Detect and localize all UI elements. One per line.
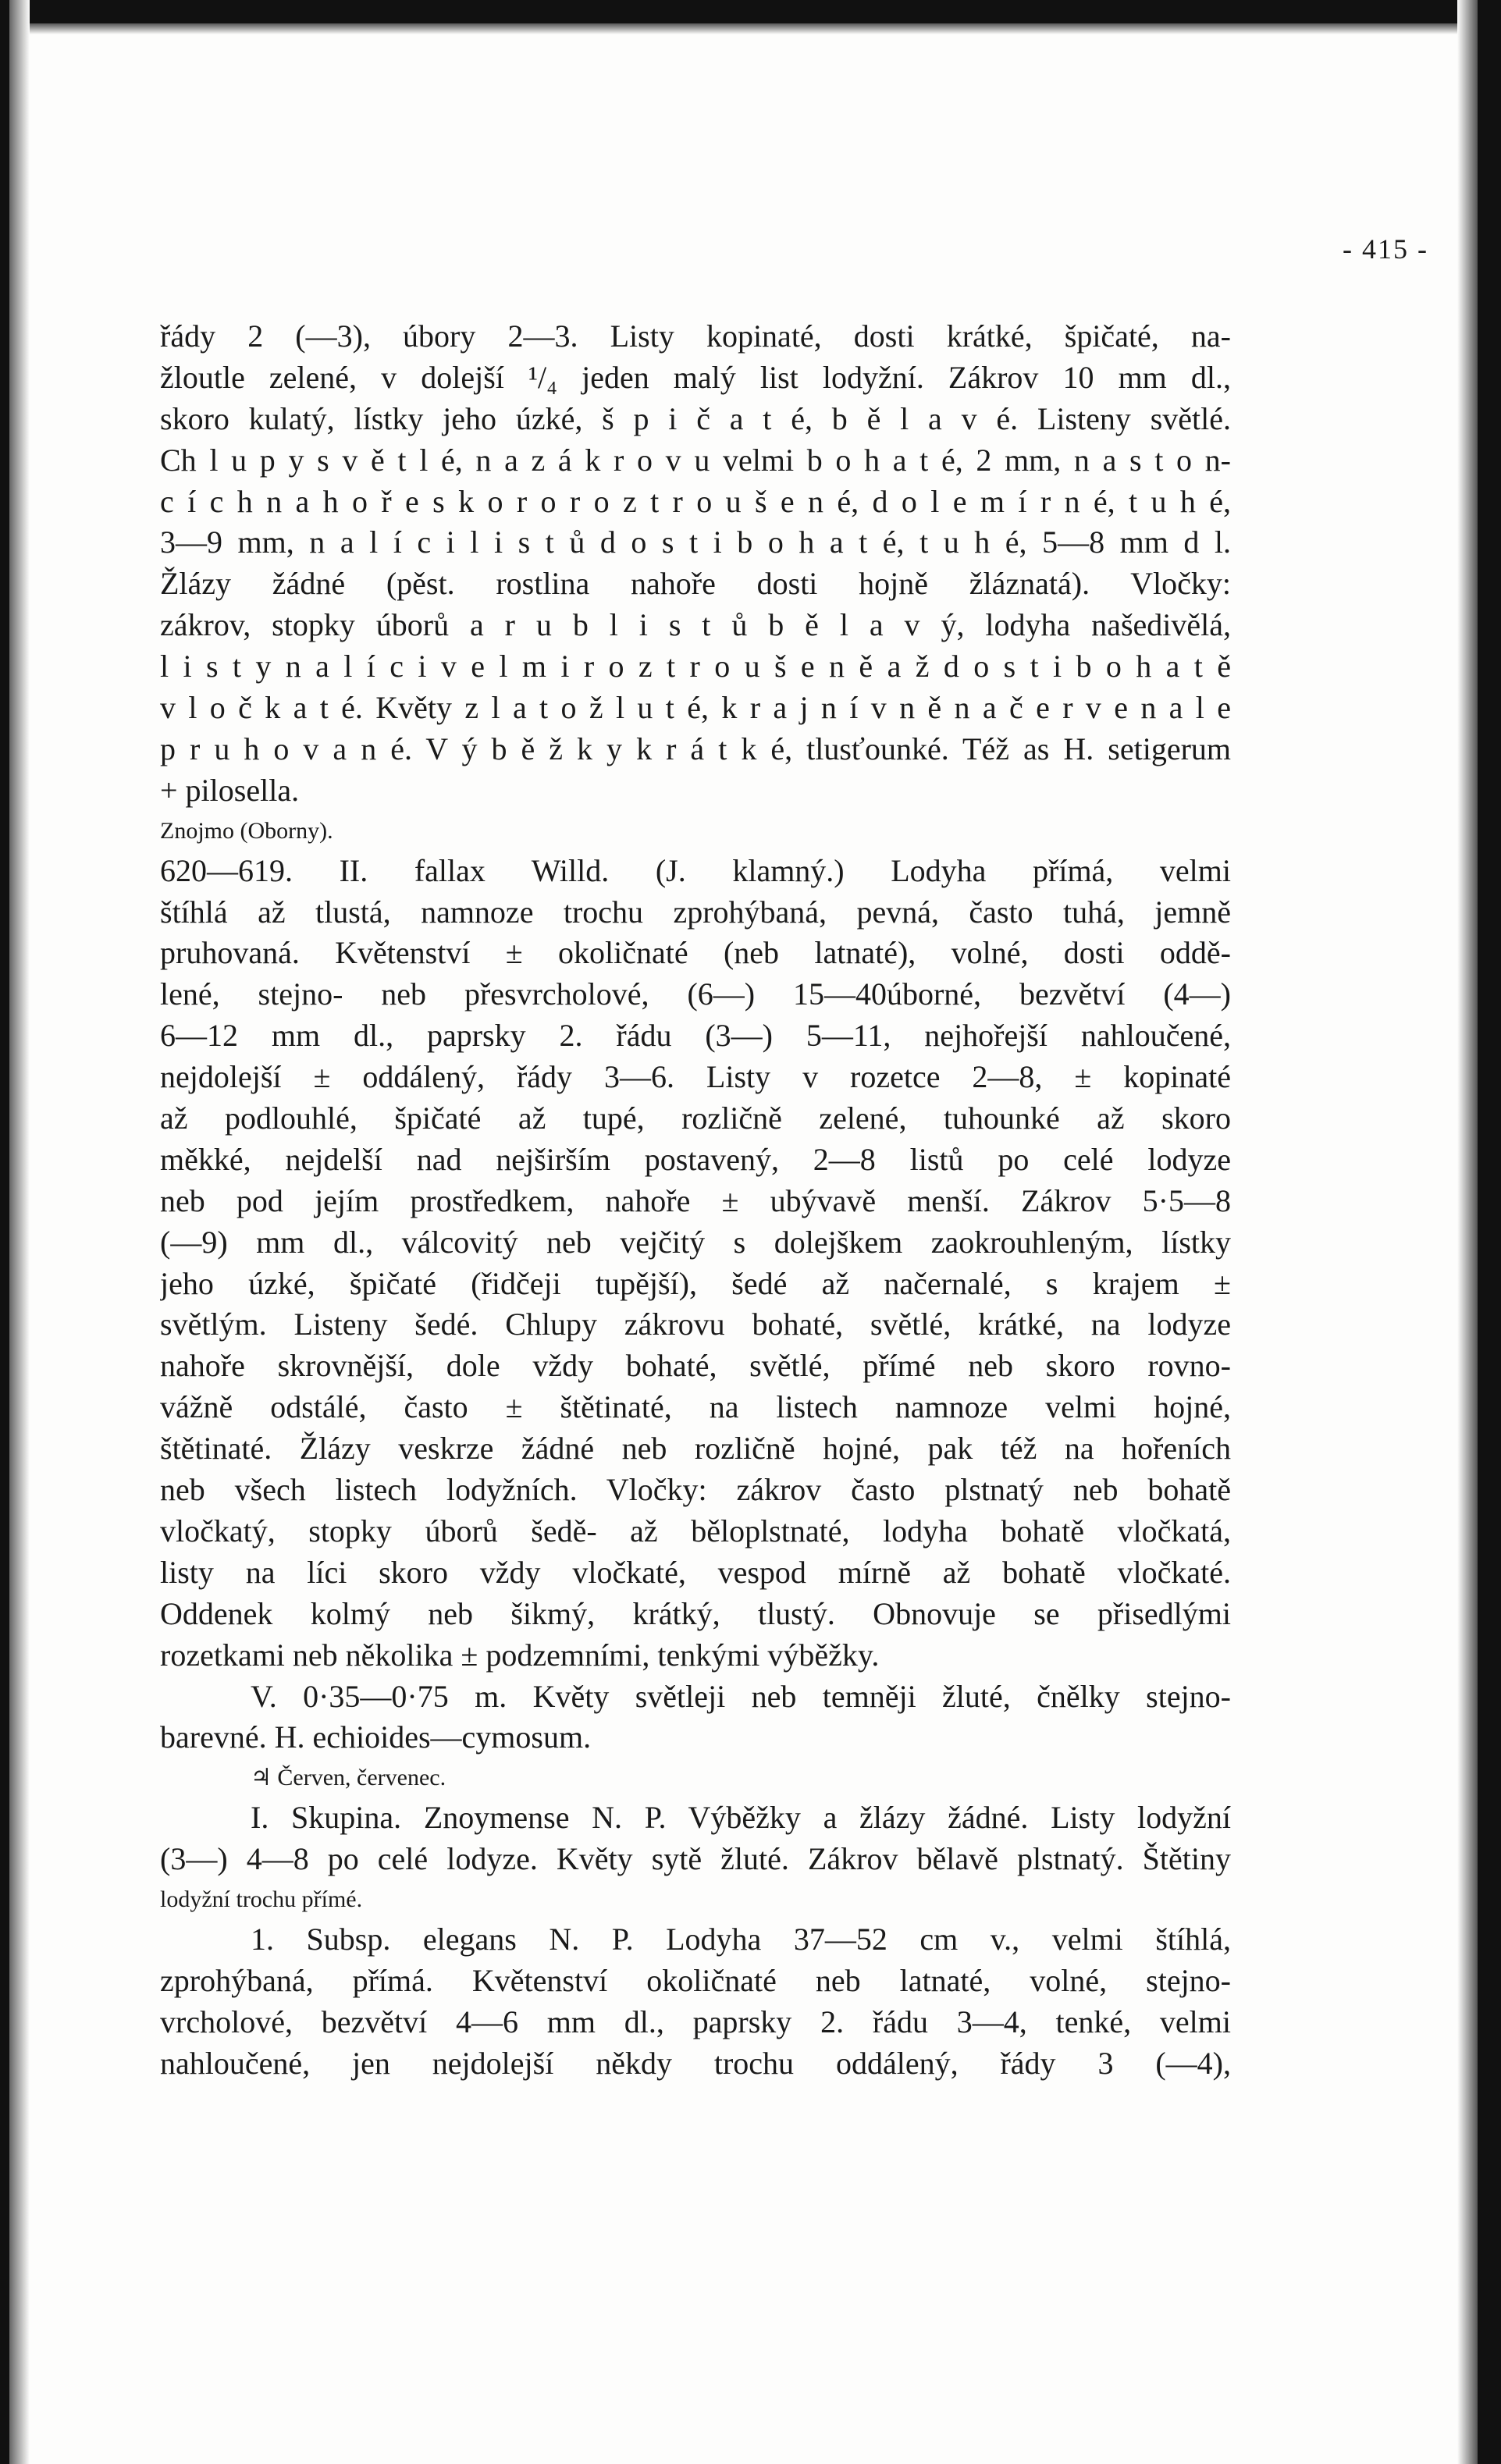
text-line: žloutle zelené, v dolejší ¹/₄ jeden malý list lodyžní. Zákrov 10 mm dl.,: [160, 359, 1231, 395]
text-line: neb pod jejím prostředkem, nahoře ± ubývavě menší. Zákrov 5·5—8: [160, 1182, 1231, 1218]
text-line: vážně odstálé, často ± štětinaté, na listech namnoze velmi hojné,: [160, 1389, 1231, 1425]
text-line: v l o č k a t é. Květy z l a t o ž l u t é, k r a j n í v n ě n a č e r v e n a l e: [160, 690, 1231, 726]
text-line: 6—12 mm dl., paprsky 2. řádu (3—) 5—11, nejhořejší nahloučené,: [160, 1018, 1231, 1054]
text-line: (—9) mm dl., válcovitý neb vejčitý s dolejškem zaokrouhleným, lístky: [160, 1224, 1231, 1260]
text-line: světlým. Listeny šedé. Chlupy zákrovu bohaté, světlé, krátké, na lodyze: [160, 1307, 1231, 1342]
text-line: 1. Subsp. elegans N. P. Lodyha 37—52 cm v., velmi štíhlá,: [251, 1922, 1231, 1957]
text-line: zprohýbaná, přímá. Květenství okoličnaté neb latnaté, volné, stejno-: [160, 1962, 1231, 1998]
scan-border-top: [0, 0, 1501, 23]
body-text: [160, 316, 1231, 2085]
text-line: měkké, nejdelší nad nejširším postavený, 2—8 listů po celé lodyze: [160, 1141, 1231, 1177]
text-line: nahloučené, jen nejdolejší někdy trochu oddálený, řády 3 (—4),: [160, 2045, 1231, 2081]
text-line: Ch l u p y s v ě t l é, n a z á k r o v u velmi b o h a t é, 2 mm, n a s t o n-: [160, 442, 1231, 478]
text-line: c í c h n a h o ř e s k o r o r o z t r o u š e n é, d o l e m í r n é, t u h é,: [160, 483, 1231, 519]
text-line: pruhovaná. Květenství ± okoličnaté (neb latnaté), volné, dosti oddě-: [160, 935, 1231, 971]
text-line: rozetkami neb několika ± podzemními, tenkými výběžky.: [160, 1637, 880, 1673]
text-line: až podlouhlé, špičaté až tupé, rozličně zelené, tuhounké až skoro: [160, 1100, 1231, 1136]
text-line: skoro kulatý, lístky jeho úzké, š p i č a t é, b ě l a v é. Listeny světlé.: [160, 400, 1231, 436]
text-line: 3—9 mm, n a l í c i l i s t ů d o s t i b o h a t é, t u h é, 5—8 mm d l.: [160, 524, 1231, 560]
text-line: Znojmo (Oborny).: [160, 817, 333, 844]
text-line: 620—619. II. fallax Willd. (J. klamný.) Lodyha přímá, velmi: [160, 852, 1231, 888]
text-line: listy na líci skoro vždy vločkaté, vespod mírně až bohatě vločkaté.: [160, 1554, 1231, 1590]
text-line: Oddenek kolmý neb šikmý, krátký, tlustý. Obnovuje se přisedlými: [160, 1595, 1231, 1631]
text-line: lené, stejno- neb přesvrcholové, (6—) 15—40úborné, bezvětví (4—): [160, 976, 1231, 1012]
text-line: p r u h o v a n é. V ý b ě ž k y k r á t k é, tlusťounké. Též as H. setigerum: [160, 731, 1231, 766]
scan-border-right: [1478, 0, 1501, 2464]
text-line: Žlázy žádné (pěst. rostlina nahoře dosti hojně žláznatá). Vločky:: [160, 566, 1231, 602]
text-line: V. 0·35—0·75 m. Květy světleji neb temněji žluté, čnělky stejno-: [251, 1678, 1231, 1714]
text-line: vločkatý, stopky úborů šedě- až běloplstnaté, lodyha bohatě vločkatá,: [160, 1513, 1231, 1548]
page-number: - 415 -: [1343, 233, 1428, 265]
text-line: I. Skupina. Znoymense N. P. Výběžky a žlázy žádné. Listy lodyžní: [251, 1800, 1231, 1836]
text-line: štětinaté. Žlázy veskrze žádné neb rozličně hojné, pak též na hořeních: [160, 1431, 1231, 1467]
scan-shadow-top: [0, 23, 1501, 34]
text-line: jeho úzké, špičaté (řidčeji tupější), šedé až načernalé, s krajem ±: [160, 1265, 1231, 1301]
text-line: l i s t y n a l í c i v e l m i r o z t r o u š e n ě a ž d o s t i b o h a t ě: [160, 649, 1231, 684]
text-line: (3—) 4—8 po celé lodyze. Květy sytě žluté. Zákrov bělavě plstnatý. Štětiny: [160, 1841, 1231, 1877]
scan-shadow-right: [1457, 0, 1478, 2464]
text-line: štíhlá až tlustá, namnoze trochu zprohýbaná, pevná, často tuhá, jemně: [160, 894, 1231, 930]
text-line: nahoře skrovnější, dole vždy bohaté, světlé, přímé neb skoro rovno-: [160, 1348, 1231, 1384]
text-line: nejdolejší ± oddálený, řády 3—6. Listy v rozetce 2—8, ± kopinaté: [160, 1059, 1231, 1095]
text-line: ♃ Červen, červenec.: [251, 1765, 446, 1791]
text-line: neb všech listech lodyžních. Vločky: zákrov často plstnatý neb bohatě: [160, 1472, 1231, 1508]
scan-border-left: [0, 0, 9, 2464]
text-line: lodyžní trochu přímé.: [160, 1886, 363, 1913]
text-line: barevné. H. echioides—cymosum.: [160, 1719, 592, 1755]
text-line: + pilosella.: [160, 772, 300, 808]
text-line: vrcholové, bezvětví 4—6 mm dl., paprsky 2. řádu 3—4, tenké, velmi: [160, 2004, 1231, 2039]
text-line: zákrov, stopky úborů a r u b l i s t ů b ě l a v ý, lodyha našedivělá,: [160, 607, 1231, 643]
text-line: řády 2 (—3), úbory 2—3. Listy kopinaté, dosti krátké, špičaté, na-: [160, 318, 1231, 354]
scan-shadow-left: [9, 0, 30, 2464]
